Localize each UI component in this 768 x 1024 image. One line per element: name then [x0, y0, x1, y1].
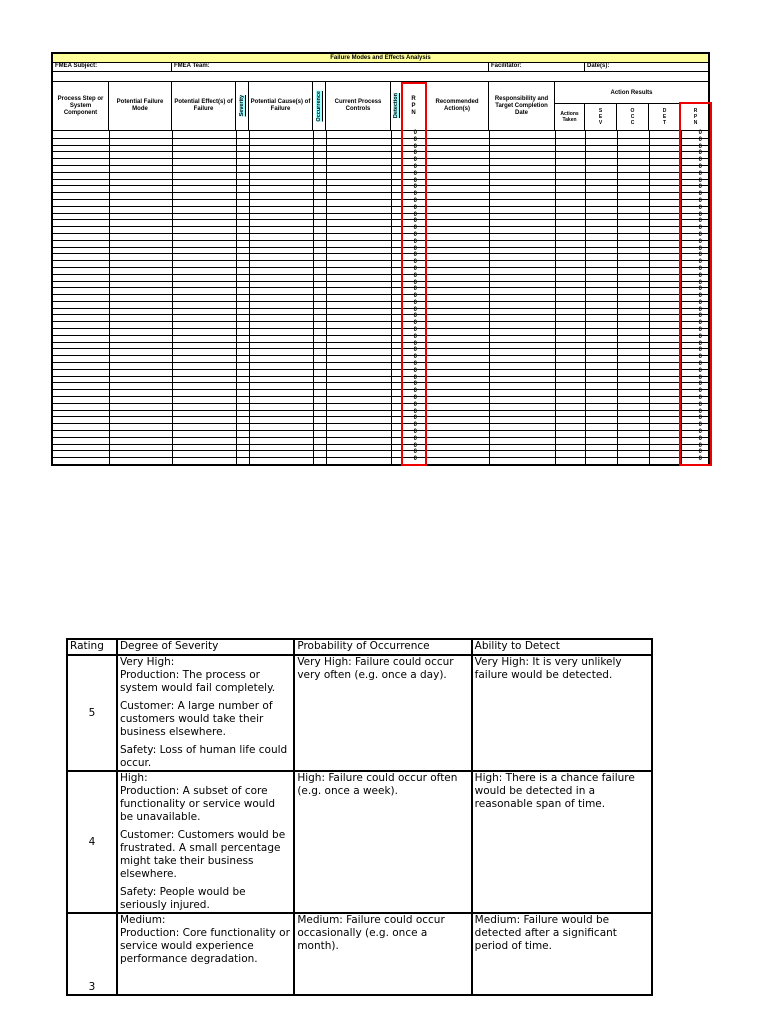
grid-row-line	[53, 260, 708, 261]
rpn2-cell: 0	[698, 367, 702, 374]
severity-safety: Safety: Loss of human life could occur.	[119, 744, 288, 769]
grid-column-line	[326, 131, 327, 464]
rpn-cell: 0	[413, 251, 417, 258]
grid-column-line	[109, 131, 110, 464]
fmea-header	[53, 82, 708, 131]
rpn-cell: 0	[413, 394, 417, 401]
rpn-cell: 0	[413, 333, 417, 340]
grid-row-line	[53, 158, 708, 159]
grid-row-line	[53, 308, 708, 309]
severity-level: High:	[119, 772, 148, 784]
detect-cell: Very High: It is very unlikely failure would be detected.	[472, 655, 652, 771]
rpn-cell: 0	[413, 136, 417, 143]
grid-column-line	[402, 131, 403, 464]
grid-row-line	[53, 192, 708, 193]
col-detection: Detection	[392, 93, 399, 119]
grid-row-line	[53, 185, 708, 186]
rpn-cell: 0	[413, 401, 417, 408]
rpn2-cell: 0	[698, 312, 702, 319]
grid-row-line	[53, 213, 708, 214]
col-det: D E T	[649, 104, 681, 130]
grid-row-line	[53, 314, 708, 315]
severity-level: Medium:	[119, 914, 166, 926]
rpn2-cell: 0	[698, 340, 702, 347]
grid-row-line	[53, 226, 708, 227]
grid-row-line	[53, 389, 708, 390]
rpn-cell: 0	[413, 292, 417, 299]
rpn-cell: 0	[413, 129, 417, 136]
rpn-cell: 0	[413, 374, 417, 381]
rpn2-cell: 0	[698, 333, 702, 340]
rating-value: 4	[67, 771, 117, 913]
col-controls: Current Process Controls	[326, 82, 391, 130]
rpn2-cell: 0	[698, 231, 702, 238]
rpn2-cell: 0	[698, 414, 702, 421]
col-recommended: Recommended Action(s)	[426, 82, 489, 130]
severity-safety: Safety: People would be seriously injured.	[119, 886, 246, 911]
team-label: FMEA Team:	[172, 62, 489, 71]
rpn-cell: 0	[413, 231, 417, 238]
header-severity: Degree of Severity	[117, 639, 294, 655]
rpn-cell: 0	[413, 312, 417, 319]
rpn2-cell: 0	[698, 353, 702, 360]
col-action-results: Action Results	[555, 82, 708, 104]
severity-customer: Customer: Customers would be frustrated. A small percentage might take their business elsewhere.	[119, 829, 286, 880]
rpn2-cell: 0	[698, 217, 702, 224]
rpn2-cell: 0	[698, 204, 702, 211]
grid-row-line	[53, 179, 708, 180]
grid-row-line	[53, 457, 708, 458]
grid-row-line	[53, 423, 708, 424]
rating-row	[67, 655, 652, 771]
header-rating: Rating	[67, 639, 117, 655]
severity-level: Very High:	[119, 656, 175, 668]
grid-row-line	[53, 328, 708, 329]
grid-row-line	[53, 416, 708, 417]
grid-row-line	[53, 240, 708, 241]
rpn-cell: 0	[413, 319, 417, 326]
rpn-cell: 0	[413, 306, 417, 313]
rpn-cell: 0	[413, 340, 417, 347]
rpn2-cell: 0	[698, 163, 702, 170]
grid-row-line	[53, 450, 708, 451]
rpn2-cell: 0	[698, 258, 702, 265]
dates-label: Date(s):	[587, 63, 610, 69]
grid-row-line	[53, 376, 708, 377]
grid-row-line	[53, 355, 708, 356]
rpn2-cell: 0	[698, 265, 702, 272]
rpn2-cell: 0	[698, 238, 702, 245]
rpn2-cell: 0	[698, 306, 702, 313]
occurrence-cell: Medium: Failure could occur occasionally (e.g. once a month).	[294, 913, 471, 995]
rpn-cell: 0	[413, 156, 417, 163]
rpn2-cell: 0	[698, 319, 702, 326]
rpn-cell: 0	[413, 217, 417, 224]
col-rpn: R P N	[402, 82, 426, 130]
severity-cell	[117, 655, 294, 771]
rpn2-cell: 0	[698, 387, 702, 394]
action-results-group	[555, 82, 708, 130]
detect-cell: Medium: Failure would be detected after a significant period of time.	[472, 913, 652, 995]
rpn-cell: 0	[413, 285, 417, 292]
grid-row-line	[53, 430, 708, 431]
grid-column-line	[391, 131, 392, 464]
rpn-cell: 0	[413, 211, 417, 218]
rpn-cell: 0	[413, 183, 417, 190]
grid-column-line	[617, 131, 618, 464]
rpn-cell: 0	[413, 387, 417, 394]
rpn-cell: 0	[413, 428, 417, 435]
grid-row-line	[53, 151, 708, 152]
rpn2-cell: 0	[698, 326, 702, 333]
severity-customer: Customer: A large number of customers would take their business elsewhere.	[119, 700, 273, 738]
fmea-rows	[53, 131, 708, 464]
severity-production: Production: Core functionality or service would experience performance degradation.	[119, 927, 290, 965]
rpn-cell: 0	[413, 442, 417, 449]
rpn2-cell: 0	[698, 448, 702, 455]
rpn-cell: 0	[413, 346, 417, 353]
rating-value: 3	[67, 913, 117, 995]
col-causes: Potential Cause(s) of Failure	[249, 82, 313, 130]
subject-label: FMEA Subject:	[53, 62, 172, 71]
grid-row-line	[53, 410, 708, 411]
header-occurrence: Probability of Occurrence	[294, 639, 471, 655]
rpn-cell: 0	[413, 421, 417, 428]
rpn-cell: 0	[413, 353, 417, 360]
rpn-cell: 0	[413, 272, 417, 279]
col-failure-mode: Potential Failure Mode	[109, 82, 172, 130]
severity-cell	[117, 771, 294, 913]
grid-column-line	[426, 131, 427, 464]
col-process-step: Process Step or System Component	[53, 82, 109, 130]
col-rpn-2: R P N	[693, 108, 698, 126]
rpn-cell: 0	[413, 149, 417, 156]
rpn2-cell: 0	[698, 374, 702, 381]
rpn2-cell: 0	[698, 346, 702, 353]
fmea-blank-row	[53, 72, 708, 82]
rpn2-cell: 0	[698, 177, 702, 184]
grid-row-line	[53, 199, 708, 200]
rpn2-cell: 0	[698, 272, 702, 279]
col-actions-taken: Actions Taken	[555, 104, 585, 130]
rpn-cell: 0	[413, 408, 417, 415]
grid-row-line	[53, 247, 708, 248]
rpn2-cell: 0	[698, 394, 702, 401]
grid-row-line	[53, 362, 708, 363]
col-severity: Severity	[238, 95, 245, 117]
grid-row-line	[53, 172, 708, 173]
grid-row-line	[53, 287, 708, 288]
rpn2-cell: 0	[698, 251, 702, 258]
rpn2-cell: 0	[698, 360, 702, 367]
rpn-cell: 0	[413, 380, 417, 387]
grid-row-line	[53, 233, 708, 234]
grid-column-line	[313, 131, 314, 464]
rpn-cell: 0	[413, 299, 417, 306]
col-occurrence: Occurrence	[315, 90, 322, 122]
grid-row-line	[53, 294, 708, 295]
rpn-cell: 0	[413, 258, 417, 265]
grid-row-line	[53, 335, 708, 336]
rating-table	[66, 638, 653, 996]
rpn-cell: 0	[413, 414, 417, 421]
grid-row-line	[53, 348, 708, 349]
grid-row-line	[53, 444, 708, 445]
grid-row-line	[53, 145, 708, 146]
grid-row-line	[53, 403, 708, 404]
grid-row-line	[53, 267, 708, 268]
rpn-cell: 0	[413, 177, 417, 184]
col-effects: Potential Effect(s) of Failure	[172, 82, 236, 130]
rpn2-cell: 0	[698, 143, 702, 150]
grid-column-line	[585, 131, 586, 464]
grid-column-line	[172, 131, 173, 464]
grid-row-line	[53, 396, 708, 397]
occurrence-cell: Very High: Failure could occur very often (e.g. once a day).	[294, 655, 471, 771]
col-responsibility: Responsibility and Target Completion Date	[489, 82, 555, 130]
fmea-info-row	[53, 62, 708, 72]
grid-row-line	[53, 165, 708, 166]
grid-row-line	[53, 219, 708, 220]
grid-row-line	[53, 382, 708, 383]
grid-row-line	[53, 301, 708, 302]
rpn-cell: 0	[413, 197, 417, 204]
rpn-cell: 0	[413, 190, 417, 197]
rpn-cell: 0	[413, 367, 417, 374]
grid-row-line	[53, 206, 708, 207]
rpn2-cell: 0	[698, 183, 702, 190]
grid-row-line	[53, 138, 708, 139]
rpn2-cell: 0	[698, 136, 702, 143]
grid-column-line	[555, 131, 556, 464]
occurrence-cell: High: Failure could occur often (e.g. once a week).	[294, 771, 471, 913]
grid-column-line	[236, 131, 237, 464]
rpn-cell: 0	[413, 170, 417, 177]
facilitator-label: Facilitator:	[489, 62, 585, 71]
rpn-cell: 0	[413, 163, 417, 170]
rpn2-cell: 0	[698, 435, 702, 442]
rpn-cell: 0	[413, 448, 417, 455]
rating-row	[67, 771, 652, 913]
rpn2-cell: 0	[698, 197, 702, 204]
grid-column-line	[489, 131, 490, 464]
rpn-cell: 0	[413, 326, 417, 333]
rpn2-cell: 0	[698, 156, 702, 163]
rpn-cell: 0	[413, 279, 417, 286]
rpn2-cell: 0	[698, 401, 702, 408]
rpn2-cell: 0	[698, 421, 702, 428]
rpn2-cell: 0	[698, 245, 702, 252]
rpn2-cell: 0	[698, 170, 702, 177]
grid-column-line	[249, 131, 250, 464]
fmea-worksheet	[51, 52, 710, 466]
rpn2-cell: 0	[698, 190, 702, 197]
fmea-title: Failure Modes and Effects Analysis	[53, 54, 708, 63]
rpn-cell: 0	[413, 224, 417, 231]
rpn-cell: 0	[413, 455, 417, 462]
rpn2-cell: 0	[698, 211, 702, 218]
rpn2-cell: 0	[698, 408, 702, 415]
rpn2-cell: 0	[698, 292, 702, 299]
rpn2-cell: 0	[698, 455, 702, 462]
rating-value: 5	[67, 655, 117, 771]
rpn2-cell: 0	[698, 428, 702, 435]
rpn-cell: 0	[413, 360, 417, 367]
rating-row	[67, 913, 652, 995]
rpn-cell: 0	[413, 245, 417, 252]
grid-row-line	[53, 369, 708, 370]
col-occ: O C C	[617, 104, 649, 130]
rating-header-row	[67, 639, 652, 655]
rpn-cell: 0	[413, 265, 417, 272]
rpn2-cell: 0	[698, 224, 702, 231]
rpn2-cell: 0	[698, 380, 702, 387]
rpn2-cell: 0	[698, 279, 702, 286]
rpn-cell: 0	[413, 204, 417, 211]
grid-row-line	[53, 321, 708, 322]
grid-column-line	[649, 131, 650, 464]
header-detect: Ability to Detect	[472, 639, 652, 655]
grid-column-line	[681, 131, 682, 464]
grid-row-line	[53, 281, 708, 282]
rpn-cell: 0	[413, 435, 417, 442]
rpn2-cell: 0	[698, 299, 702, 306]
col-sev: S E V	[585, 104, 617, 130]
grid-row-line	[53, 274, 708, 275]
grid-row-line	[53, 342, 708, 343]
rpn2-cell: 0	[698, 285, 702, 292]
rpn2-cell: 0	[698, 149, 702, 156]
severity-cell	[117, 913, 294, 995]
detect-cell: High: There is a chance failure would be detected in a reasonable span of time.	[472, 771, 652, 913]
grid-row-line	[53, 437, 708, 438]
grid-row-line	[53, 253, 708, 254]
severity-production: Production: The process or system would fail completely.	[119, 669, 276, 694]
rpn2-cell: 0	[698, 129, 702, 136]
rpn2-cell: 0	[698, 442, 702, 449]
severity-production: Production: A subset of core functionality or service would be unavailable.	[119, 785, 276, 823]
rpn-cell: 0	[413, 238, 417, 245]
rpn-cell: 0	[413, 143, 417, 150]
